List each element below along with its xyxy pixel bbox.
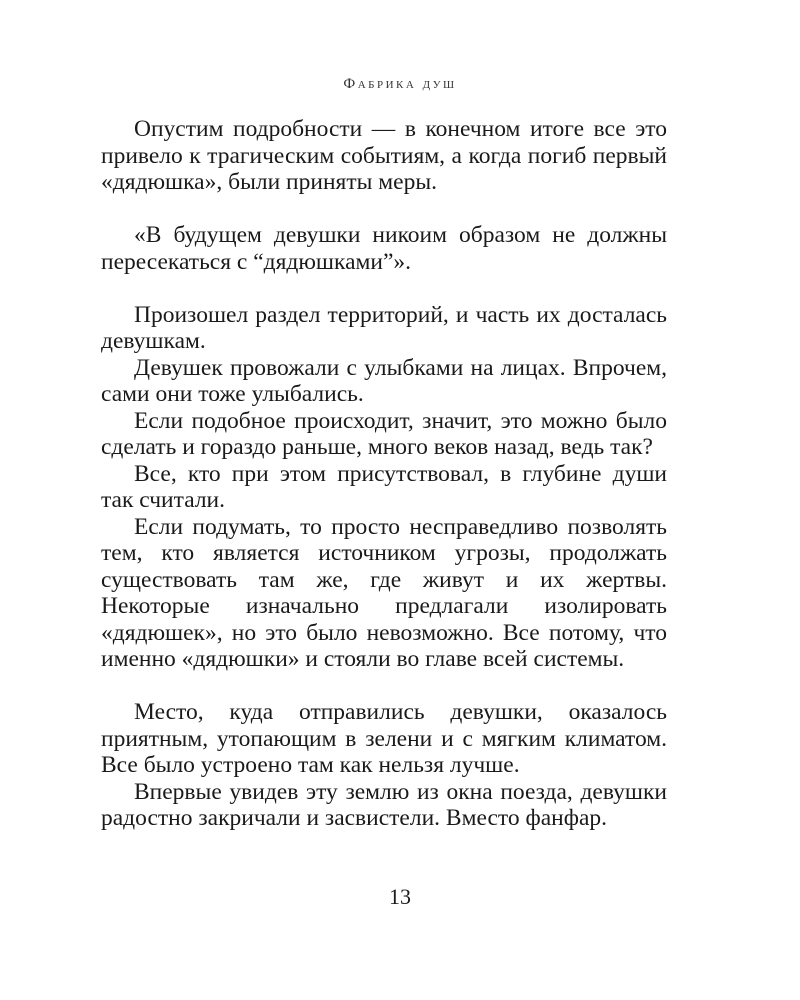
section-break [101,673,667,700]
paragraph: Впервые увидев эту землю из окна поезда, девушки радостно закричали и засвистели. Вместо фанфар. [101,778,667,831]
paragraph: Если подобное происходит, значит, это можно было сделать и гораздо раньше, много веков назад, ведь так? [101,407,667,460]
paragraph: Девушек провожали с улыбками на лицах. Впрочем, сами они тоже улыбались. [101,354,667,407]
paragraph: Все, кто при этом присутствовал, в глубине души так считали. [101,460,667,513]
paragraph: Если подумать, то просто несправедливо позволять тем, кто является источником угрозы, продолжать существовать там же, где живут и их жертвы. Некоторые изначально предлагали изолировать «дядюшек», но это было невозможно. Все потому, что именно «дядюшки» и стояли во главе всей системы. [101,513,667,672]
body-text [101,116,667,832]
quoted-paragraph: «В будущем девушки никоим образом не должны пересекаться с “дядюшками”». [101,222,667,275]
paragraph: Место, куда отправились девушки, оказалось приятным, утопающим в зелени и с мягким климатом. Все было устроено там как нельзя лучше. [101,699,667,778]
section-break [101,275,667,302]
paragraph: Произошел раздел территорий, и часть их досталась девушкам. [101,301,667,354]
running-head: Фабрика душ [343,76,457,92]
section-break [101,196,667,223]
page-number: 13 [389,884,411,909]
paragraph: Опустим подробности — в конечном итоге все это привело к трагическим событиям, а когда погиб первый «дядюшка», были приняты меры. [101,116,667,195]
